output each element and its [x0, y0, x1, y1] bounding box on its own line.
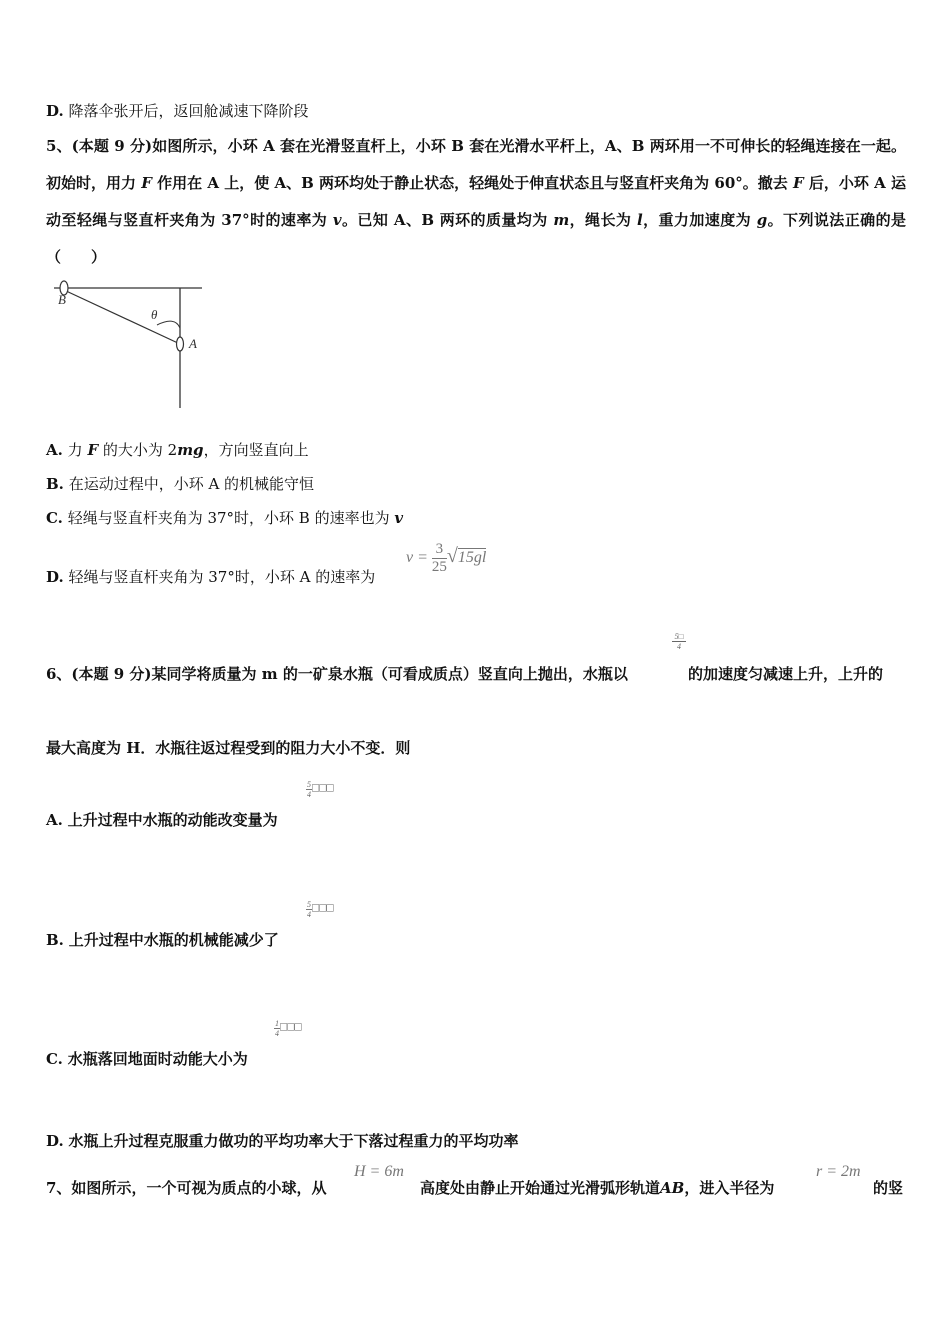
q7-stem: [46, 1178, 326, 1198]
option-text: 在运动过程中，小环 A 的机械能守恒: [68, 475, 315, 493]
img-den: 4: [307, 910, 311, 919]
q5-formula-d: v = $\frac{3}{25}$ √15gl: [406, 541, 487, 575]
q7-text: 高度处由静止开始通过光滑弧形轨道: [420, 1179, 661, 1197]
formula-radicand: 15gl: [457, 549, 487, 567]
q7-stem-mid: [420, 1178, 774, 1198]
option-text: 上升过程中水瓶的机械能减少了: [68, 931, 279, 949]
q6-option-b-image: [306, 900, 334, 919]
option-label: D.: [46, 1132, 64, 1150]
q5-figure: [50, 278, 220, 413]
q5-stem-part: ，绳长为: [569, 211, 637, 229]
option-text: 上升过程中水瓶的动能改变量为: [67, 811, 278, 829]
accel-den: 4: [677, 642, 681, 651]
q5-stem-part: F: [141, 174, 152, 192]
img-num: 5: [307, 780, 311, 789]
accel-num: 5□: [672, 632, 686, 642]
q5-stem-part: F: [793, 174, 804, 192]
option-text: mg: [177, 441, 204, 459]
formula-num: 3: [435, 541, 444, 557]
option-label: A.: [46, 441, 63, 459]
q5-stem-part: 。下列说法正确的是（ ）: [46, 211, 906, 266]
img-tail: □□□: [280, 1019, 302, 1034]
formula-lhs: v =: [406, 549, 428, 567]
option-label: B.: [46, 475, 64, 493]
q7-r-formula: r = 2m: [816, 1163, 861, 1180]
q5-stem-part: l: [636, 211, 643, 229]
option-text: 的大小为 2: [98, 441, 178, 459]
q5-option-a: [46, 440, 309, 460]
option-text: 水瓶落回地面时动能大小为: [67, 1050, 248, 1068]
q5-stem-part: ，重力加速度为: [642, 211, 757, 229]
img-den: 4: [275, 1029, 279, 1038]
option-label: A.: [46, 811, 63, 829]
q5-option-d: [46, 567, 375, 587]
q6-option-a-image: [306, 780, 334, 799]
angle-arc: [157, 321, 180, 328]
img-num: 1: [275, 1019, 279, 1028]
option-text: F: [87, 441, 99, 459]
q6-option-c-image: [274, 1019, 302, 1038]
option-text: 轻绳与竖直杆夹角为 37°时，小环 B 的速率也为: [67, 509, 395, 527]
q6-stem-line1: [46, 664, 628, 684]
q5-stem-part: v: [332, 211, 342, 229]
ring-a: [177, 337, 184, 351]
option-label: B.: [46, 931, 64, 949]
q7-h-formula: H = 6m: [354, 1163, 404, 1180]
q6-text: 6、(本题 9 分)某同学将质量为 m 的一矿泉水瓶（可看成质点）竖直向上抛出，水瓶以: [46, 665, 628, 683]
q6-stem-line2: 最大高度为 H．水瓶往返过程受到的阻力大小不变．则: [46, 739, 411, 757]
img-den: 4: [307, 790, 311, 799]
option-text: v: [394, 509, 404, 527]
q5-stem-part: g: [756, 211, 768, 229]
option-text: ，方向竖直向上: [203, 441, 309, 459]
q5-option-b: [46, 474, 314, 494]
q5-stem-part: 作用在 A 上，使 A、B 两环均处于静止状态，轻绳处于伸直状态且与竖直杆夹角为 60°。撤去: [151, 174, 793, 192]
q6-text: 的加速度匀减速上升，上升的: [688, 665, 884, 683]
q7-text: 的竖: [873, 1179, 904, 1197]
label-theta: θ: [151, 307, 158, 322]
q4-option-d-text: 降落伞张开后，返回舱减速下降阶段: [68, 102, 309, 120]
q5-stem-part: 5、(本题 9 分)如图所示，小环 A 套在光滑竖直杆上，小环 B 套在光滑水平杆上，A、B 两环用一不可伸长的轻绳连接在一起。初始时，用力: [46, 137, 906, 192]
option-text: 力: [67, 441, 88, 459]
q4-option-d: [46, 101, 309, 121]
q7-text: ，进入半径为: [684, 1179, 775, 1197]
q6-option-c: [46, 1049, 248, 1069]
q5-stem-part: m: [553, 211, 570, 229]
option-text: 轻绳与竖直杆夹角为 37°时，小环 A 的速率为: [68, 568, 376, 586]
formula-den: 25: [431, 559, 447, 575]
option-label: C.: [46, 1050, 63, 1068]
q7-stem-end: [873, 1178, 903, 1198]
label-b: B: [58, 292, 66, 307]
label-a: A: [189, 336, 197, 351]
q5-stem: [46, 128, 906, 276]
q7-text: AB: [660, 1179, 685, 1197]
option-label: D.: [46, 568, 64, 586]
img-tail: □□□: [312, 780, 334, 795]
option-label: C.: [46, 509, 63, 527]
q5-stem-part: 后，小环 A 运动至轻绳与竖直杆夹角为 37°时的速率为: [46, 174, 906, 229]
q6-stem-line1-tail: [688, 664, 883, 684]
q4-option-d-label: D.: [46, 102, 64, 120]
img-num: 5: [307, 900, 311, 909]
q5-stem-part: 。已知 A、B 两环的质量均为: [341, 211, 554, 229]
img-tail: □□□: [312, 900, 334, 915]
rope: [64, 290, 180, 344]
q6-accel-image: [672, 632, 686, 651]
q7-text: 7、如图所示，一个可视为质点的小球，从: [46, 1179, 327, 1197]
q6-option-a: [46, 810, 278, 830]
q6-option-b: [46, 930, 279, 950]
q6-option-d: [46, 1131, 519, 1151]
option-text: 水瓶上升过程克服重力做功的平均功率大于下落过程重力的平均功率: [68, 1132, 519, 1150]
q5-option-c: [46, 508, 403, 528]
